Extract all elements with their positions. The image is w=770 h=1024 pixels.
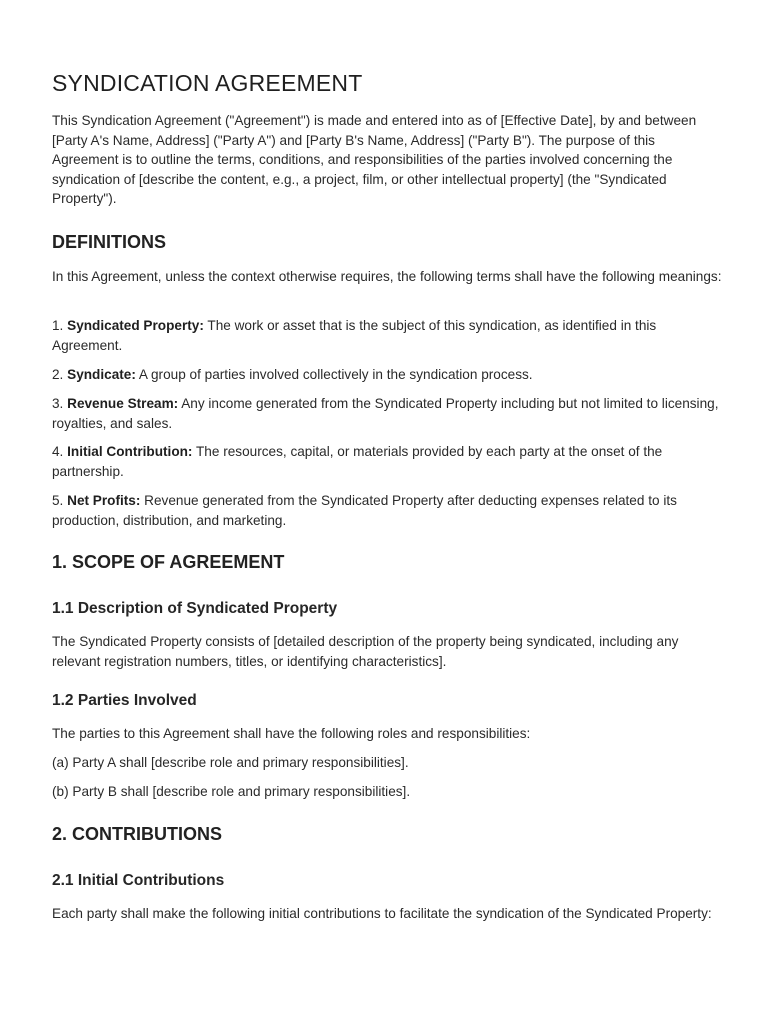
definition-item: [52, 491, 722, 530]
definition-text: Revenue generated from the Syndicated Property after deducting expenses related to its production, distribution, and marketing.: [52, 493, 677, 528]
party-a-role: (a) Party A shall [describe role and primary responsibilities].: [52, 755, 409, 770]
definition-term: Initial Contribution:: [67, 444, 193, 459]
definition-text: The resources, capital, or materials provided by each party at the onset of the partnership.: [52, 444, 663, 479]
definition-item: [52, 442, 722, 481]
definition-text: The work or asset that is the subject of this syndication, as identified in this Agreement.: [52, 318, 657, 353]
document-title: SYNDICATION AGREEMENT: [52, 70, 363, 96]
definitions-intro: In this Agreement, unless the context otherwise requires, the following terms shall have the following meanings:: [52, 269, 722, 284]
section2-1-heading: 2.1 Initial Contributions: [52, 872, 225, 889]
definition-text: Any income generated from the Syndicated Property including but not limited to licensing, royalties, and sales.: [52, 396, 719, 431]
definition-item: [52, 394, 722, 433]
definition-term: Net Profits:: [67, 493, 141, 508]
definitions-heading: DEFINITIONS: [52, 232, 167, 252]
section1-heading: 1. SCOPE OF AGREEMENT: [52, 552, 285, 572]
section2-heading: 2. CONTRIBUTIONS: [52, 824, 223, 844]
definition-number: 4.: [52, 444, 68, 459]
section2-1-text: Each party shall make the following initial contributions to facilitate the syndication of the Syndicated Property:: [52, 906, 712, 921]
intro-paragraph: This Syndication Agreement ("Agreement") is made and entered into as of [Effective Date], by and between [Party A's Name, Address] ("Party A") and [Party B's Name, Address] ("Party B"). The purpose of this Agreement is to outline the terms, conditions, and responsibilities of the parties involved concerning the syndication of [describe the content, e.g., a project, film, or other intellectual property] (the "Syndicated Property").: [52, 113, 697, 206]
definition-number: 3.: [52, 396, 68, 411]
definition-term: Syndicate:: [67, 367, 136, 382]
section1-2-heading: 1.2 Parties Involved: [52, 692, 197, 709]
definition-number: 2.: [52, 367, 68, 382]
definition-term: Revenue Stream:: [67, 396, 179, 411]
definition-item: [52, 365, 722, 385]
section1-2-intro: The parties to this Agreement shall have the following roles and responsibilities:: [52, 726, 531, 741]
party-b-role: (b) Party B shall [describe role and primary responsibilities].: [52, 784, 411, 799]
definition-text: A group of parties involved collectively in the syndication process.: [135, 367, 533, 382]
section1-1-heading: 1.1 Description of Syndicated Property: [52, 600, 338, 617]
definition-term: Syndicated Property:: [67, 318, 204, 333]
definition-number: 1.: [52, 318, 68, 333]
definition-number: 5.: [52, 493, 68, 508]
definition-item: [52, 316, 722, 355]
section1-1-text: The Syndicated Property consists of [detailed description of the property being syndicated, including any relevant registration numbers, titles, or identifying characteristics].: [52, 634, 679, 669]
